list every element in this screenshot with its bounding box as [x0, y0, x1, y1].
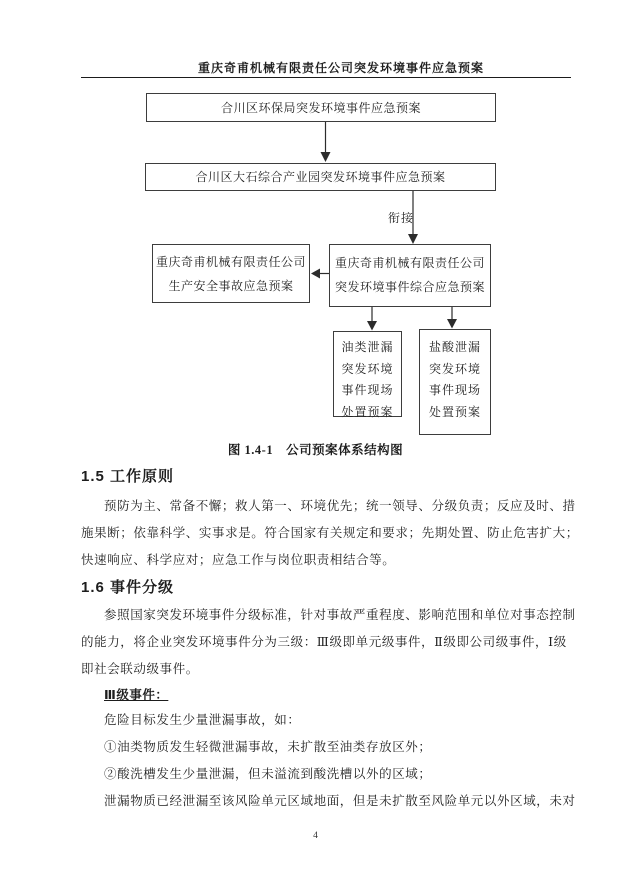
- flow-box-label-line: 油类泄漏: [341, 340, 394, 354]
- paragraph-line: 即社会联动级事件。: [81, 662, 199, 676]
- flow-box-label-line: 事件现场: [428, 383, 481, 397]
- paragraph-line: 的能力，将企业突发环境事件分为三级：Ⅲ级即单元级事件，Ⅱ级即公司级事件，Ⅰ级: [81, 635, 567, 649]
- flow-box-label-line: 突发环境: [428, 361, 481, 376]
- flow-box-label-line: 重庆奇甫机械有限责任公司: [155, 254, 306, 269]
- flow-link-label: 衔接: [388, 211, 415, 225]
- figure-caption: 图 1.4-1 公司预案体系结构图: [227, 443, 404, 457]
- page-header-title: 重庆奇甫机械有限责任公司突发环境事件应急预案: [198, 61, 485, 75]
- flow-box-label: 合川区大石综合产业园突发环境事件应急预案: [195, 170, 446, 184]
- section-heading-1-5: 1.5 工作原则: [81, 468, 175, 485]
- flow-box-label-line: 盐酸泄漏: [428, 340, 481, 354]
- paragraph-line: 危险目标发生少量泄漏事故，如：: [104, 713, 301, 727]
- flow-box-label-line: 生产安全事故应急预案: [168, 278, 294, 293]
- paragraph-line: 泄漏物质已经泄漏至该风险单元区域地面，但是未扩散至风险单元以外区域，未对: [104, 794, 576, 808]
- level3-event-heading: Ⅲ级事件：: [104, 688, 169, 702]
- flow-box-label-line: 重庆奇甫机械有限责任公司: [334, 256, 485, 270]
- flow-box-label-line: 处置预案: [341, 404, 394, 419]
- flow-box-label-line: 突发环境事件综合应急预案: [334, 280, 485, 294]
- flow-box-label-line: 处置预案: [428, 404, 481, 419]
- paragraph-line: 快速响应、科学应对；应急工作与岗位职责相结合等。: [81, 553, 396, 567]
- list-item-1: ①油类物质发生轻微泄漏事故，未扩散至油类存放区外；: [104, 740, 432, 754]
- flow-box-label: 合川区环保局突发环境事件应急预案: [220, 100, 421, 115]
- paragraph-line: 预防为主、常备不懈；救人第一、环境优先；统一领导、分级负责；反应及时、措: [104, 499, 576, 513]
- paragraph-line: 参照国家突发环境事件分级标准，针对事故严重程度、影响范围和单位对事态控制: [104, 608, 576, 622]
- page-number: 4: [313, 831, 318, 841]
- section-heading-1-6: 1.6 事件分级: [81, 579, 175, 596]
- flow-box-label-line: 事件现场: [341, 383, 394, 397]
- paragraph-line: 施果断；依靠科学、实事求是。符合国家有关规定和要求；先期处置、防止危害扩大；: [81, 526, 579, 540]
- flow-box-label-line: 突发环境: [341, 361, 394, 376]
- list-item-2: ②酸洗槽发生少量泄漏，但未溢流到酸洗槽以外的区域；: [104, 767, 432, 781]
